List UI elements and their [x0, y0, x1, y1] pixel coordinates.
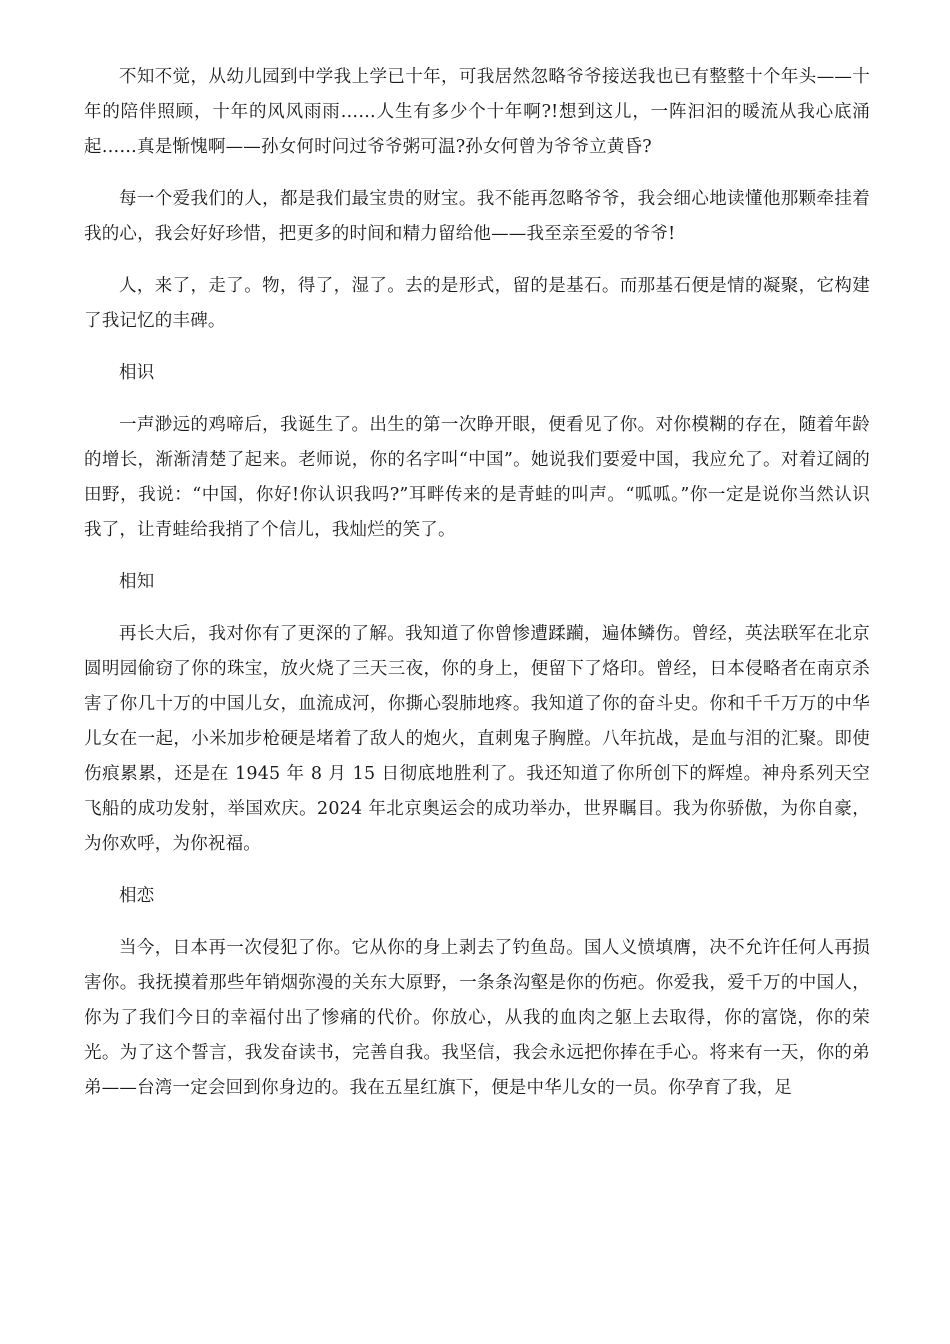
paragraph-grandpa-decade: 不知不觉，从幼儿园到中学我上学已十年，可我居然忽略爷爷接送我也已有整整十个年头——十年的陪伴照顾，十年的风风雨雨……人生有多少个十年啊?!想到这儿，一阵汩汩的暖流从我心底涌起……真是惭愧啊——孙女何时问过爷爷粥可温?孙女何曾为爷爷立黄昏? — [84, 67, 870, 157]
paragraph-acquaint: 一声渺远的鸡啼后，我诞生了。出生的第一次睁开眼，便看见了你。对你模糊的存在，随着年龄的增长，渐渐清楚了起来。老师说，你的名字叫“中国”。她说我们要爱中国，我应允了。对着辽阔的田野，我说：“中国，你好!你认识我吗?”耳畔传来的是青蛙的叫声。“呱呱。”你一定是说你当然认识我了，让青蛙给我捎了个信儿，我灿烂的笑了。 — [84, 415, 870, 540]
paragraph-understand: 再长大后，我对你有了更深的了解。我知道了你曾惨遭蹂躏，遍体鳞伤。曾经，英法联军在北京圆明园偷窃了你的珠宝，放火烧了三天三夜，你的身上，便留下了烙印。曾经，日本侵略者在南京杀害了你几十万的中国儿女，血流成河，你撕心裂肺地疼。我知道了你的奋斗史。你和千千万万的中华儿女在一起，小米加步枪硬是堵着了敌人的炮火，直刺鬼子胸膛。八年抗战，是血与泪的汇聚。即使伤痕累累，还是在 1945 年 8 月 15 日彻底地胜利了。我还知道了你所创下的辉煌。神舟系列天空飞船的成功发射，举国欢庆。2024 年北京奥运会的成功举办，世界瞩目。我为你骄傲，为你自豪，为你欢呼，为你祝福。 — [84, 624, 870, 854]
paragraph-love: 当今，日本再一次侵犯了你。它从你的身上剥去了钓鱼岛。国人义愤填膺，决不允许任何人再损害你。我抚摸着那些年销烟弥漫的关东大原野，一条条沟壑是你的伤疤。你爱我，爱千万的中国人，你为了我们今日的幸福付出了惨痛的代价。你放心，从我的血肉之躯上去取得，你的富饶，你的荣光。为了这个誓言，我发奋读书，完善自我。我坚信，我会永远把你捧在手心。将来有一天，你的弟弟——台湾一定会回到你身边的。我在五星红旗下，便是中华儿女的一员。你孕育了我，足 — [84, 938, 870, 1098]
section-heading-acquaint: 相识 — [119, 363, 155, 383]
paragraph-foundation-stone: 人，来了，走了。物，得了，湿了。去的是形式，留的是基石。而那基石便是情的凝聚，它构建了我记忆的丰碑。 — [84, 276, 870, 331]
paragraph-cherish-grandpa: 每一个爱我们的人，都是我们最宝贵的财宝。我不能再忽略爷爷，我会细心地读懂他那颗牵挂着我的心，我会好好珍惜，把更多的时间和精力留给他——我至亲至爱的爷爷! — [84, 189, 870, 244]
section-heading-understand: 相知 — [119, 572, 155, 592]
document-page — [84, 60, 870, 1123]
section-heading-love: 相恋 — [119, 886, 155, 906]
